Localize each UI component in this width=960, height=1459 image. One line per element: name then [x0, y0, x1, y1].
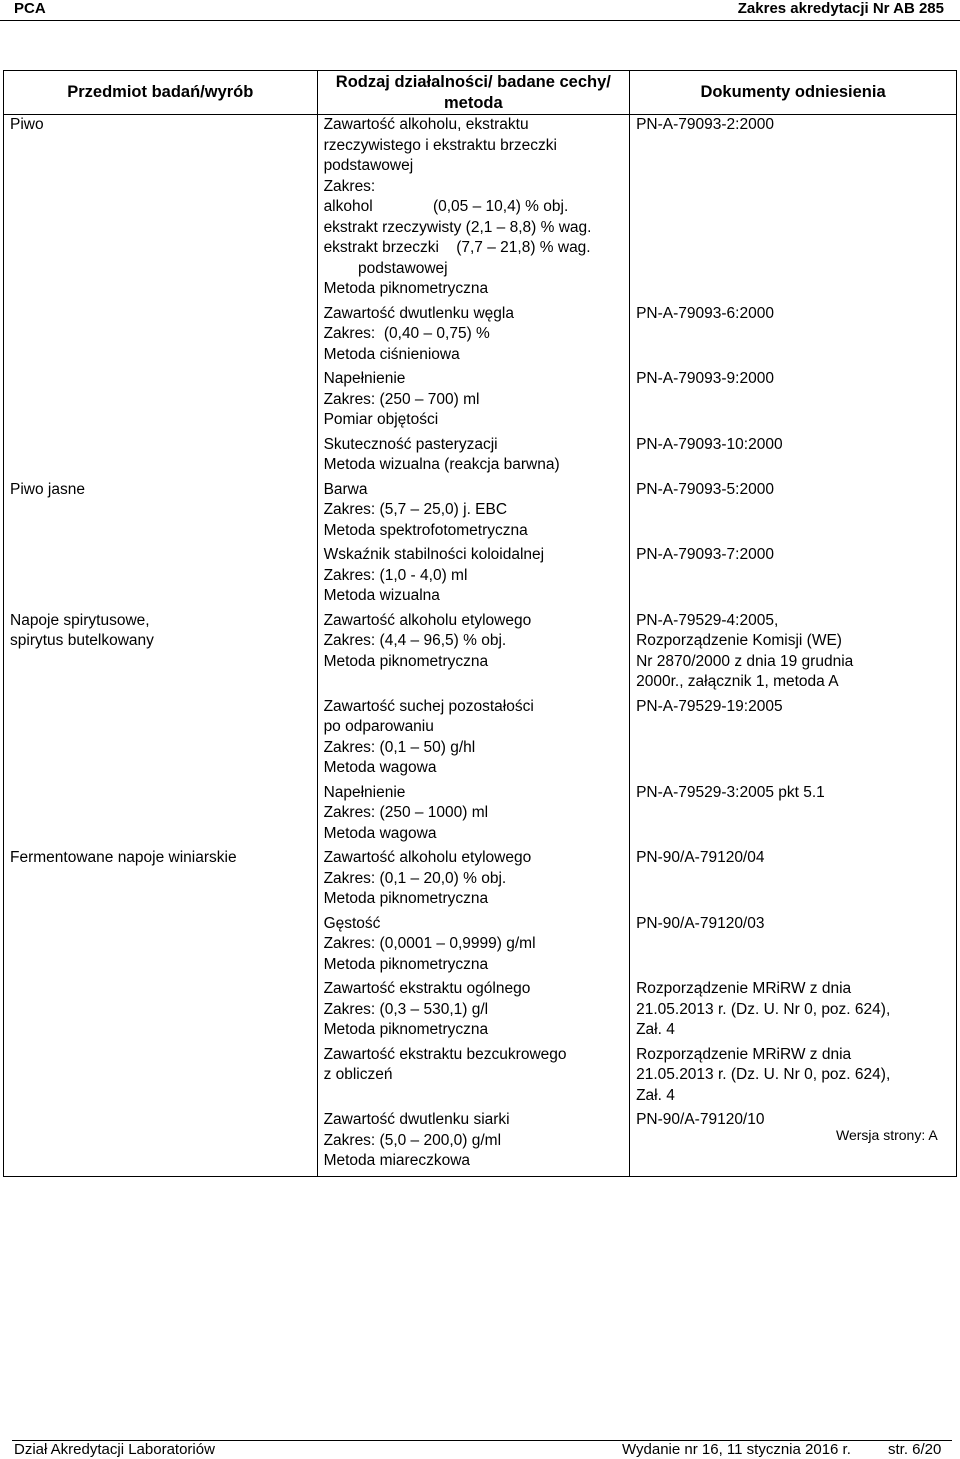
table-row	[4, 435, 957, 480]
method-line: Pomiar objętości	[323, 411, 439, 428]
product-cell	[4, 697, 318, 783]
table-row	[4, 914, 957, 980]
document-line: PN-90/A-79120/03	[636, 914, 765, 932]
method-cell	[317, 611, 630, 697]
method-line: Metoda piknometryczna	[323, 280, 489, 297]
footer-department: Dział Akredytacji Laboratoriów	[14, 1441, 215, 1458]
product-cell	[4, 914, 318, 980]
table-row	[4, 1110, 957, 1176]
column-header-product: Przedmiot badań/wyrób	[4, 71, 318, 115]
document-line: PN-A-79529-19:2005	[636, 697, 783, 715]
product-name: Fermentowane napoje winiarskie	[10, 849, 237, 866]
method-line: Zawartość ekstraktu ogólnego	[323, 980, 531, 997]
column-header-documents: Dokumenty odniesienia	[630, 71, 957, 115]
method-line: Barwa	[323, 480, 368, 498]
product-cell	[4, 435, 318, 480]
document-line: PN-90/A-79120/04	[636, 849, 765, 866]
document-line: Nr 2870/2000 z dnia 19 grudnia	[636, 652, 854, 670]
document-line: PN-A-79093-6:2000	[636, 304, 774, 322]
product-cell	[4, 848, 318, 914]
document-line: Rozporządzenie MRiRW z dnia	[636, 980, 852, 997]
document-line: PN-A-79093-5:2000	[636, 480, 774, 498]
product-name: Piwo	[10, 116, 44, 133]
method-line: Zawartość alkoholu, ekstraktu	[323, 116, 529, 133]
product-cell	[4, 369, 318, 435]
table-row	[4, 545, 957, 611]
document-cell	[630, 1110, 957, 1176]
table-row	[4, 783, 957, 849]
method-line: Metoda piknometryczna	[323, 1021, 489, 1038]
method-line: Zakres: (250 – 700) ml	[323, 390, 480, 408]
table-row	[4, 611, 957, 697]
table-row	[4, 697, 957, 783]
method-line: Zakres: (0,1 – 20,0) % obj.	[323, 869, 507, 887]
method-line: Zakres: (4,4 – 96,5) % obj.	[323, 632, 507, 649]
method-cell	[317, 783, 630, 849]
method-line: rzeczywistego i ekstraktu brzeczki	[323, 136, 557, 154]
method-line: Zawartość dwutlenku węgla	[323, 304, 514, 322]
method-line: Zakres: (1,0 - 4,0) ml	[323, 566, 468, 584]
document-cell	[630, 1045, 957, 1111]
document-line: Zał. 4	[636, 1021, 675, 1038]
method-line: Zakres: (250 – 1000) ml	[323, 804, 489, 821]
method-line: Metoda wizualna	[323, 587, 440, 604]
footer-edition: Wydanie nr 16, 11 stycznia 2016 r.	[622, 1441, 851, 1458]
header-organization: PCA	[14, 0, 46, 17]
method-line: Zakres: (5,0 – 200,0) g/ml	[323, 1131, 502, 1149]
document-line: PN-A-79093-2:2000	[636, 116, 774, 133]
document-cell	[630, 783, 957, 849]
method-line: Zawartość dwutlenku siarki	[323, 1111, 510, 1128]
method-line: Napełnienie	[323, 783, 406, 801]
method-line: podstawowej	[323, 157, 414, 174]
table-row	[4, 115, 957, 304]
method-cell	[317, 369, 630, 435]
method-line: podstawowej	[323, 259, 448, 277]
document-line: PN-90/A-79120/10	[636, 1111, 765, 1128]
document-cell	[630, 611, 957, 697]
document-cell	[630, 369, 957, 435]
method-line: Metoda wizualna (reakcja barwna)	[323, 456, 560, 473]
method-line: Skuteczność pasteryzacji	[323, 435, 498, 453]
product-cell	[4, 979, 318, 1045]
column-header-method: Rodzaj działalności/ badane cechy/ metoda	[317, 71, 630, 115]
table-row	[4, 979, 957, 1045]
method-cell	[317, 1045, 630, 1111]
method-line: Zawartość alkoholu etylowego	[323, 849, 532, 866]
document-line: PN-A-79529-3:2005 pkt 5.1	[636, 783, 825, 801]
method-line: Zakres: (0,1 – 50) g/hl	[323, 738, 476, 756]
document-cell	[630, 697, 957, 783]
document-line: 2000r., załącznik 1, metoda A	[636, 673, 839, 690]
product-cell	[4, 1045, 318, 1111]
method-line: Zakres: (0,40 – 0,75) %	[323, 325, 490, 342]
product-name: Napoje spirytusowe, spirytus butelkowany	[10, 611, 154, 649]
method-cell	[317, 1110, 630, 1176]
product-cell	[4, 545, 318, 611]
product-cell	[4, 1110, 318, 1176]
document-line: PN-A-79093-9:2000	[636, 370, 774, 387]
header-scope-title: Zakres akredytacji Nr AB 285	[737, 0, 944, 17]
method-line: Metoda spektrofotometryczna	[323, 521, 528, 539]
table-row	[4, 480, 957, 546]
accreditation-scope-table	[3, 70, 957, 1177]
method-line: Zawartość suchej pozostałości	[323, 697, 534, 715]
method-line: z obliczeń	[323, 1066, 393, 1083]
method-line: Metoda piknometryczna	[323, 652, 489, 670]
method-line: Napełnienie	[323, 370, 406, 387]
product-name: Piwo jasne	[10, 480, 85, 498]
method-line: Zakres: (0,0001 – 0,9999) g/ml	[323, 935, 536, 952]
document-cell	[630, 435, 957, 480]
method-line: Metoda wagowa	[323, 824, 437, 842]
method-line: Zakres: (5,7 – 25,0) j. EBC	[323, 501, 508, 518]
method-line: Metoda miareczkowa	[323, 1152, 471, 1169]
method-cell	[317, 480, 630, 546]
document-cell	[630, 304, 957, 370]
method-line: Zakres:	[323, 177, 376, 195]
table-header-row	[4, 71, 957, 115]
method-cell	[317, 697, 630, 783]
product-cell	[4, 304, 318, 370]
method-line: Zawartość alkoholu etylowego	[323, 611, 532, 629]
method-cell	[317, 545, 630, 611]
method-cell	[317, 435, 630, 480]
document-line: 21.05.2013 r. (Dz. U. Nr 0, poz. 624),	[636, 1066, 891, 1083]
document-line: PN-A-79093-7:2000	[636, 546, 774, 563]
method-line: Metoda ciśnieniowa	[323, 345, 460, 363]
method-cell	[317, 304, 630, 370]
document-cell	[630, 480, 957, 546]
document-line: Zał. 4	[636, 1086, 675, 1104]
product-cell	[4, 611, 318, 697]
document-line: Rozporządzenie MRiRW z dnia	[636, 1045, 852, 1063]
method-line: Metoda wagowa	[323, 759, 437, 776]
method-cell	[317, 979, 630, 1045]
document-line: 21.05.2013 r. (Dz. U. Nr 0, poz. 624),	[636, 1000, 891, 1018]
document-cell	[630, 848, 957, 914]
method-line: ekstrakt brzeczki (7,7 – 21,8) % wag.	[323, 239, 591, 256]
method-line: po odparowaniu	[323, 718, 434, 735]
footer-page-number: str. 6/20	[888, 1441, 942, 1458]
document-line: PN-A-79529-4:2005,	[636, 611, 779, 629]
method-line: Zakres: (0,3 – 530,1) g/l	[323, 1000, 489, 1018]
method-line: Metoda piknometryczna	[323, 890, 489, 907]
document-cell	[630, 115, 957, 304]
product-cell	[4, 783, 318, 849]
method-line: Wskaźnik stabilności koloidalnej	[323, 546, 545, 563]
document-cell	[630, 914, 957, 980]
table-row	[4, 1045, 957, 1111]
method-line: Gęstość	[323, 914, 381, 932]
product-cell	[4, 115, 318, 304]
method-line: ekstrakt rzeczywisty (2,1 – 8,8) % wag.	[323, 218, 592, 236]
document-cell	[630, 545, 957, 611]
method-line: alkohol (0,05 – 10,4) % obj.	[323, 198, 569, 215]
table-row	[4, 369, 957, 435]
document-line: PN-A-79093-10:2000	[636, 435, 783, 453]
product-cell	[4, 480, 318, 546]
document-line: Rozporządzenie Komisji (WE)	[636, 632, 842, 649]
method-line: Metoda piknometryczna	[323, 955, 489, 973]
method-line: Zawartość ekstraktu bezcukrowego	[323, 1045, 567, 1063]
page-version-note: Wersja strony: A	[836, 1127, 938, 1143]
table-row	[4, 304, 957, 370]
table-row	[4, 848, 957, 914]
method-cell	[317, 914, 630, 980]
method-cell	[317, 848, 630, 914]
header-divider	[0, 20, 960, 21]
document-cell	[630, 979, 957, 1045]
page-header	[0, 0, 960, 22]
method-cell	[317, 115, 630, 304]
